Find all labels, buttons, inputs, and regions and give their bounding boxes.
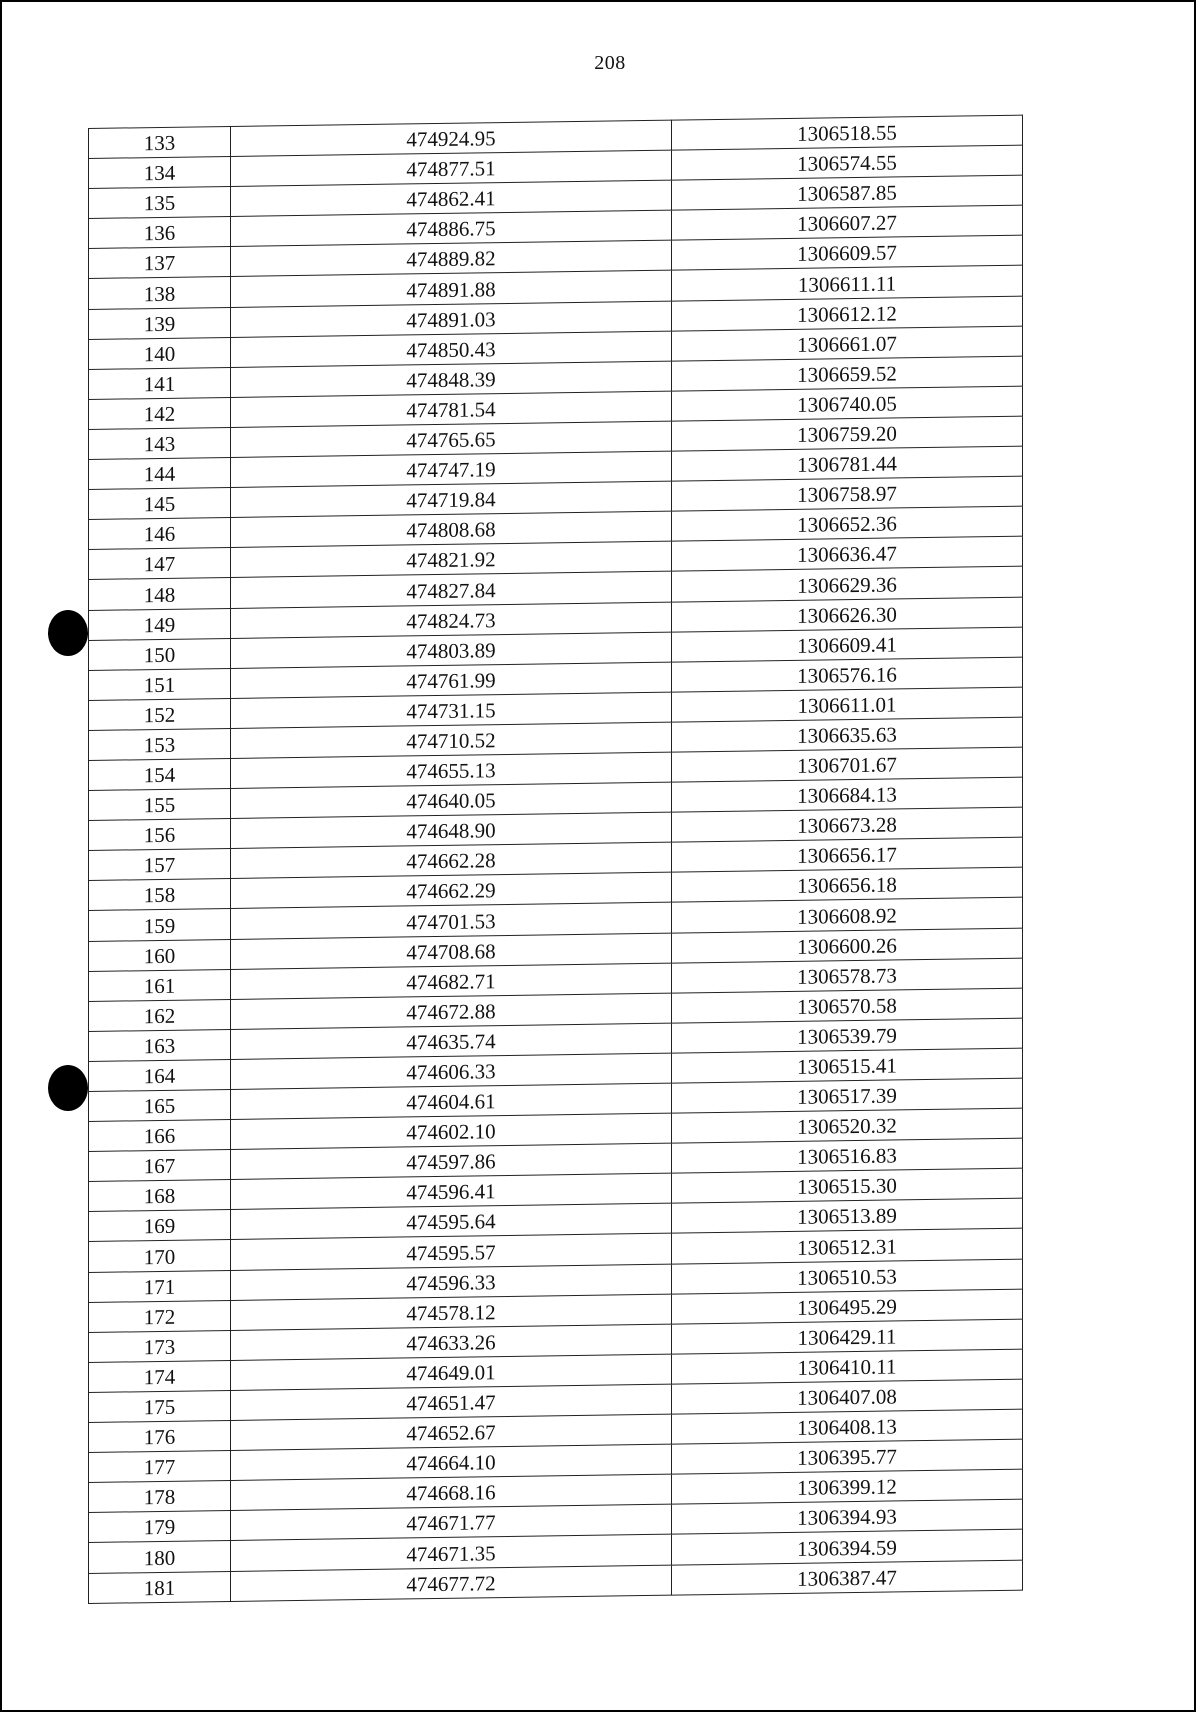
x-coordinate-cell: 474719.84 (231, 481, 672, 517)
x-coordinate-cell: 474633.26 (231, 1324, 672, 1360)
x-coordinate-cell: 474682.71 (231, 963, 672, 999)
point-id-cell: 158 (89, 879, 231, 911)
y-coordinate-cell: 1306701.67 (672, 747, 1023, 782)
point-id-cell: 169 (89, 1210, 231, 1242)
point-id-cell: 136 (89, 217, 231, 249)
x-coordinate-cell: 474597.86 (231, 1143, 672, 1179)
coordinates-table-container (88, 115, 1023, 1604)
point-id-cell: 179 (89, 1511, 231, 1543)
page-number: 208 (594, 52, 626, 74)
point-id-cell: 155 (89, 789, 231, 821)
point-id-cell: 145 (89, 488, 231, 520)
y-coordinate-cell: 1306515.30 (672, 1168, 1023, 1203)
x-coordinate-cell: 474662.29 (231, 872, 672, 908)
y-coordinate-cell: 1306612.12 (672, 296, 1023, 331)
y-coordinate-cell: 1306661.07 (672, 326, 1023, 361)
x-coordinate-cell: 474648.90 (231, 812, 672, 848)
x-coordinate-cell: 474671.77 (231, 1504, 672, 1540)
point-id-cell: 167 (89, 1150, 231, 1182)
x-coordinate-cell: 474602.10 (231, 1113, 672, 1149)
y-coordinate-cell: 1306407.08 (672, 1379, 1023, 1414)
point-id-cell: 162 (89, 999, 231, 1031)
y-coordinate-cell: 1306758.97 (672, 476, 1023, 511)
y-coordinate-cell: 1306387.47 (672, 1560, 1023, 1595)
x-coordinate-cell: 474651.47 (231, 1384, 672, 1420)
y-coordinate-cell: 1306673.28 (672, 807, 1023, 842)
x-coordinate-cell: 474924.95 (231, 120, 672, 156)
x-coordinate-cell: 474596.33 (231, 1264, 672, 1300)
point-id-cell: 147 (89, 548, 231, 580)
y-coordinate-cell: 1306611.01 (672, 687, 1023, 722)
y-coordinate-cell: 1306636.47 (672, 536, 1023, 571)
point-id-cell: 153 (89, 728, 231, 760)
y-coordinate-cell: 1306656.18 (672, 867, 1023, 902)
point-id-cell: 171 (89, 1270, 231, 1302)
y-coordinate-cell: 1306576.16 (672, 657, 1023, 692)
point-id-cell: 152 (89, 698, 231, 730)
x-coordinate-cell: 474850.43 (231, 331, 672, 367)
point-id-cell: 154 (89, 758, 231, 790)
x-coordinate-cell: 474668.16 (231, 1474, 672, 1510)
point-id-cell: 173 (89, 1330, 231, 1362)
coordinates-table-body (89, 115, 1023, 1603)
point-id-cell: 133 (89, 126, 231, 158)
y-coordinate-cell: 1306607.27 (672, 205, 1023, 240)
point-id-cell: 178 (89, 1481, 231, 1513)
x-coordinate-cell: 474662.28 (231, 842, 672, 878)
x-coordinate-cell: 474672.88 (231, 993, 672, 1029)
x-coordinate-cell: 474604.61 (231, 1083, 672, 1119)
x-coordinate-cell: 474761.99 (231, 662, 672, 698)
y-coordinate-cell: 1306512.31 (672, 1229, 1023, 1264)
y-coordinate-cell: 1306600.26 (672, 928, 1023, 963)
x-coordinate-cell: 474649.01 (231, 1354, 672, 1390)
x-coordinate-cell: 474803.89 (231, 632, 672, 668)
x-coordinate-cell: 474664.10 (231, 1444, 672, 1480)
point-id-cell: 146 (89, 518, 231, 550)
y-coordinate-cell: 1306518.55 (672, 115, 1023, 150)
point-id-cell: 161 (89, 969, 231, 1001)
y-coordinate-cell: 1306515.41 (672, 1048, 1023, 1083)
y-coordinate-cell: 1306399.12 (672, 1469, 1023, 1504)
point-id-cell: 144 (89, 457, 231, 489)
x-coordinate-cell: 474827.84 (231, 572, 672, 608)
x-coordinate-cell: 474862.41 (231, 180, 672, 216)
point-id-cell: 141 (89, 367, 231, 399)
x-coordinate-cell: 474710.52 (231, 722, 672, 758)
y-coordinate-cell: 1306684.13 (672, 777, 1023, 812)
coordinates-table (88, 115, 1023, 1604)
y-coordinate-cell: 1306626.30 (672, 597, 1023, 632)
y-coordinate-cell: 1306570.58 (672, 988, 1023, 1023)
x-coordinate-cell: 474595.57 (231, 1234, 672, 1270)
y-coordinate-cell: 1306395.77 (672, 1439, 1023, 1474)
y-coordinate-cell: 1306656.17 (672, 837, 1023, 872)
point-id-cell: 143 (89, 427, 231, 459)
y-coordinate-cell: 1306759.20 (672, 416, 1023, 451)
x-coordinate-cell: 474677.72 (231, 1565, 672, 1601)
y-coordinate-cell: 1306609.57 (672, 235, 1023, 270)
y-coordinate-cell: 1306578.73 (672, 958, 1023, 993)
y-coordinate-cell: 1306574.55 (672, 145, 1023, 180)
point-id-cell: 148 (89, 578, 231, 610)
y-coordinate-cell: 1306611.11 (672, 266, 1023, 301)
point-id-cell: 138 (89, 277, 231, 309)
y-coordinate-cell: 1306629.36 (672, 567, 1023, 602)
y-coordinate-cell: 1306539.79 (672, 1018, 1023, 1053)
punch-hole-bottom (48, 1065, 88, 1111)
x-coordinate-cell: 474708.68 (231, 933, 672, 969)
point-id-cell: 180 (89, 1541, 231, 1573)
point-id-cell: 165 (89, 1089, 231, 1121)
point-id-cell: 151 (89, 668, 231, 700)
x-coordinate-cell: 474891.03 (231, 301, 672, 337)
point-id-cell: 181 (89, 1571, 231, 1603)
x-coordinate-cell: 474891.88 (231, 271, 672, 307)
point-id-cell: 137 (89, 247, 231, 279)
x-coordinate-cell: 474596.41 (231, 1173, 672, 1209)
x-coordinate-cell: 474640.05 (231, 782, 672, 818)
point-id-cell: 134 (89, 157, 231, 189)
point-id-cell: 166 (89, 1120, 231, 1152)
x-coordinate-cell: 474652.67 (231, 1414, 672, 1450)
point-id-cell: 140 (89, 337, 231, 369)
x-coordinate-cell: 474671.35 (231, 1535, 672, 1571)
y-coordinate-cell: 1306429.11 (672, 1319, 1023, 1354)
y-coordinate-cell: 1306408.13 (672, 1409, 1023, 1444)
x-coordinate-cell: 474824.73 (231, 602, 672, 638)
punch-hole-top (48, 610, 88, 656)
point-id-cell: 156 (89, 819, 231, 851)
x-coordinate-cell: 474848.39 (231, 361, 672, 397)
y-coordinate-cell: 1306740.05 (672, 386, 1023, 421)
point-id-cell: 142 (89, 397, 231, 429)
point-id-cell: 175 (89, 1390, 231, 1422)
y-coordinate-cell: 1306517.39 (672, 1078, 1023, 1113)
x-coordinate-cell: 474765.65 (231, 421, 672, 457)
x-coordinate-cell: 474886.75 (231, 210, 672, 246)
point-id-cell: 172 (89, 1300, 231, 1332)
y-coordinate-cell: 1306513.89 (672, 1198, 1023, 1233)
x-coordinate-cell: 474889.82 (231, 241, 672, 277)
point-id-cell: 163 (89, 1029, 231, 1061)
y-coordinate-cell: 1306516.83 (672, 1138, 1023, 1173)
x-coordinate-cell: 474821.92 (231, 541, 672, 577)
x-coordinate-cell: 474747.19 (231, 451, 672, 487)
y-coordinate-cell: 1306608.92 (672, 898, 1023, 933)
point-id-cell: 135 (89, 187, 231, 219)
y-coordinate-cell: 1306410.11 (672, 1349, 1023, 1384)
y-coordinate-cell: 1306520.32 (672, 1108, 1023, 1143)
y-coordinate-cell: 1306495.29 (672, 1289, 1023, 1324)
point-id-cell: 159 (89, 909, 231, 941)
y-coordinate-cell: 1306510.53 (672, 1259, 1023, 1294)
x-coordinate-cell: 474781.54 (231, 391, 672, 427)
point-id-cell: 177 (89, 1451, 231, 1483)
y-coordinate-cell: 1306635.63 (672, 717, 1023, 752)
point-id-cell: 150 (89, 638, 231, 670)
y-coordinate-cell: 1306587.85 (672, 175, 1023, 210)
x-coordinate-cell: 474635.74 (231, 1023, 672, 1059)
x-coordinate-cell: 474595.64 (231, 1204, 672, 1240)
point-id-cell: 168 (89, 1180, 231, 1212)
x-coordinate-cell: 474701.53 (231, 903, 672, 939)
point-id-cell: 174 (89, 1360, 231, 1392)
point-id-cell: 160 (89, 939, 231, 971)
y-coordinate-cell: 1306394.93 (672, 1499, 1023, 1534)
point-id-cell: 176 (89, 1420, 231, 1452)
x-coordinate-cell: 474578.12 (231, 1294, 672, 1330)
x-coordinate-cell: 474655.13 (231, 752, 672, 788)
x-coordinate-cell: 474877.51 (231, 150, 672, 186)
point-id-cell: 164 (89, 1059, 231, 1091)
y-coordinate-cell: 1306609.41 (672, 627, 1023, 662)
y-coordinate-cell: 1306659.52 (672, 356, 1023, 391)
y-coordinate-cell: 1306652.36 (672, 506, 1023, 541)
x-coordinate-cell: 474808.68 (231, 511, 672, 547)
x-coordinate-cell: 474606.33 (231, 1053, 672, 1089)
y-coordinate-cell: 1306394.59 (672, 1530, 1023, 1565)
x-coordinate-cell: 474731.15 (231, 692, 672, 728)
y-coordinate-cell: 1306781.44 (672, 446, 1023, 481)
point-id-cell: 139 (89, 307, 231, 339)
point-id-cell: 170 (89, 1240, 231, 1272)
point-id-cell: 149 (89, 608, 231, 640)
point-id-cell: 157 (89, 849, 231, 881)
